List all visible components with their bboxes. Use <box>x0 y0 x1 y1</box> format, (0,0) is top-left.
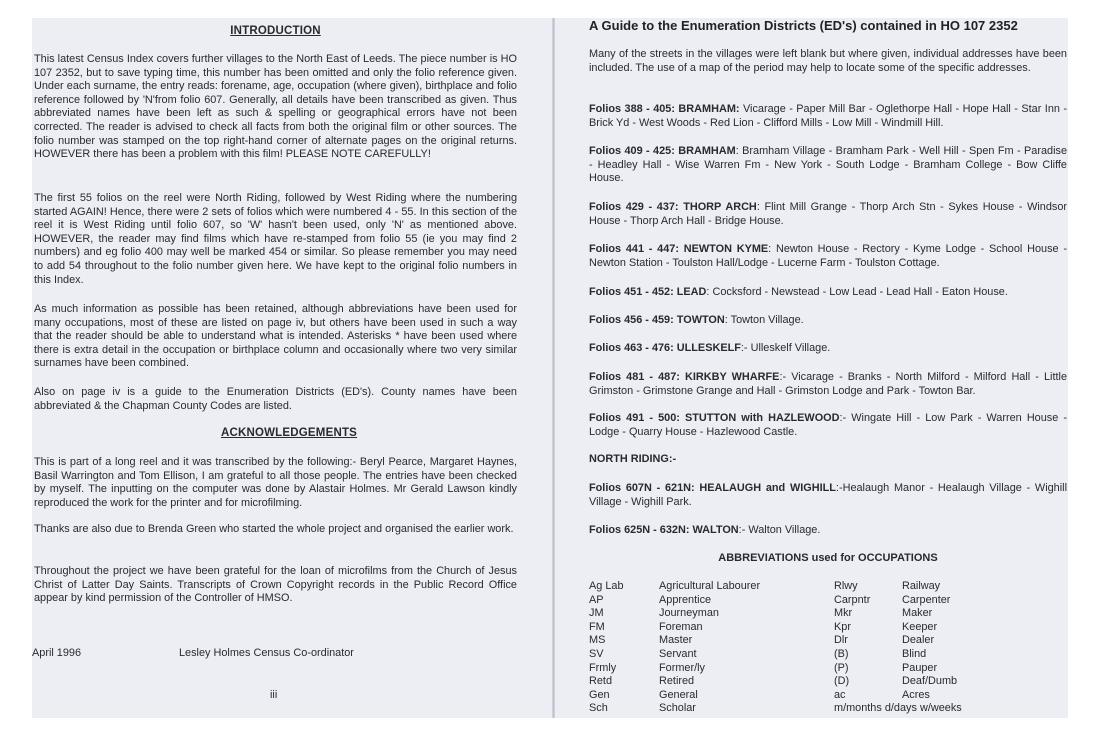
signature: Lesley Holmes Census Co-ordinator <box>179 647 354 659</box>
district-label: Folios 388 - 405: BRAMHAM: <box>589 103 740 115</box>
abbreviation-row <box>834 648 962 662</box>
abbreviation-row <box>589 675 760 689</box>
abbreviations-list-right <box>834 580 962 716</box>
abbreviation-code: Carpntr <box>834 593 871 606</box>
abbreviation-code: ac <box>834 688 846 701</box>
district-entry <box>589 314 1067 328</box>
book-spine-fold <box>552 18 555 718</box>
abbreviation-code: Frmly <box>589 661 617 674</box>
district-label: Folios 451 - 452: LEAD <box>589 286 707 298</box>
abbreviation-code: Retd <box>589 675 613 688</box>
district-places: : Towton Village. <box>724 314 804 326</box>
abbreviation-code: Dlr <box>834 634 848 647</box>
ack-paragraph: Throughout the project we have been grateful for the loan of microfilms from the Church of Jesus Christ of Latter Day Saints. Transcripts of Crown Copyright records in the Public Record Office appear by kind permission of the Controller of HMSO. <box>34 565 517 605</box>
district-places: : Cocksford - Newstead - Low Lead - Lead Hall - Eaton House. <box>706 286 1008 298</box>
acknowledgements-heading: ACKNOWLEDGEMENTS <box>220 427 358 439</box>
abbreviation-row <box>834 662 962 676</box>
district-places: : Flint Mill Grange - Thorp Arch Stn - Sykes House - Windsor House - Thorp Arch Hall - Bridge House. <box>589 201 1068 227</box>
abbreviation-meaning: General <box>659 688 698 701</box>
district-places: :-Healaugh Manor - Healaugh Village - Wighill Village - Wighill Park. <box>589 482 1067 508</box>
abbreviation-row <box>834 580 962 594</box>
district-entry <box>589 524 1067 538</box>
district-entry <box>589 103 1067 130</box>
date: April 1996 <box>32 647 82 659</box>
north-riding-heading: NORTH RIDING:- <box>589 453 677 465</box>
abbreviation-meaning: Agricultural Labourer <box>659 580 761 592</box>
district-label: Folios 491 - 500: STUTTON with HAZLEWOOD <box>589 412 840 424</box>
district-places: Vicarage - Paper Mill Bar - Oglethorpe Hall - Hope Hall - Star Inn - Brick Yd - West Woods - Red Lion - Clifford Mills - Low Mill - Windmill Hill. <box>589 103 1067 129</box>
time-units-note: m/months d/days w/weeks <box>834 702 962 715</box>
abbreviation-code: AP <box>589 593 604 606</box>
abbreviation-code: Sch <box>589 702 608 715</box>
abbreviation-code: (P) <box>834 661 849 674</box>
abbreviation-code: (B) <box>834 647 849 660</box>
intro-paragraph: This latest Census Index covers further villages to the North East of Leeds. The piece number is HO 107 2352, but to save typing time, this number has been omitted and only the folio reference given. Under each surname, the entry reads: forename, age, occupation (where given), birthplace and folio reference followed by 'N'from folio 607. Generally, all details have been transcribed as given. Thus abbreviated names have been left as such & spelling or geographical errors have not been corrected. The reader is advised to check all facts from both the original film or other sources. The folio number was stamped on the top right-hand corner of alternate pages on the original returns. HOWEVER there has been a problem with this film! PLEASE NOTE CAREFULLY! <box>34 53 517 161</box>
abbreviation-meaning: Blind <box>902 647 927 660</box>
district-label: Folios 409 - 425: BRAMHAM <box>589 145 736 157</box>
district-label: Folios 607N - 621N: HEALAUGH and WIGHILL <box>589 482 836 494</box>
abbreviation-row <box>834 594 962 608</box>
abbreviations-heading: ABBREVIATIONS used for OCCUPATIONS <box>718 552 938 564</box>
abbreviations-list-left <box>589 580 760 716</box>
district-label: Folios 456 - 459: TOWTON <box>589 314 725 326</box>
intro-paragraph: As much information as possible has been retained, although abbreviations have been used for many occupations, most of these are listed on page iv, but others have been used in such a way that the reader should be able to understand what is intended. Asterisks * have been used where there is extra detail in the occupation or birthplace column and occasionally where two very similar surnames have been combined. <box>34 303 517 370</box>
district-label: Folios 463 - 476: ULLESKELF <box>589 342 741 354</box>
page-number: iii <box>270 689 278 701</box>
district-places: :- Wingate Hill - Low Park - Warren House - Lodge - Quarry House - Hazlewood Castle. <box>589 412 1067 438</box>
district-places: :- Walton Village. <box>738 524 821 536</box>
abbreviation-code: Mkr <box>834 607 853 620</box>
intro-paragraph: Also on page iv is a guide to the Enumeration Districts (ED's). County names have been abbreviated & the Chapman County Codes are listed. <box>34 386 517 412</box>
abbreviation-meaning: Journeyman <box>659 607 719 620</box>
abbreviation-meaning: Acres <box>902 688 930 701</box>
abbreviation-row <box>834 607 962 621</box>
abbreviation-row <box>589 607 760 621</box>
abbreviation-meaning: Scholar <box>659 702 696 715</box>
abbreviation-meaning: Former/ly <box>659 661 705 674</box>
district-places: : Bramham Village - Bramham Park - Well Hill - Spen Fm - Paradise - Headley Hall - Wise Warren Fm - New York - South Lodge - Bramham College - Bow Cliffe House. <box>589 145 1067 185</box>
abbreviation-row <box>834 689 962 703</box>
district-label: Folios 429 - 437: THORP ARCH <box>589 201 757 213</box>
district-entry <box>589 145 1067 186</box>
ack-paragraph: This is part of a long reel and it was transcribed by the following:- Beryl Pearce, Margaret Haynes, Basil Warrington and Tom Ellison, I am grateful to all those people. The entries have been checked by myself. The inputting on the computer was done by Alastair Holmes. Mr Gerald Lawson kindly reproduced the work for the printer and for microfilming. <box>34 456 517 509</box>
district-label: Folios 625N - 632N: WALTON <box>589 524 739 536</box>
abbreviation-meaning: Master <box>659 634 693 647</box>
abbreviation-row <box>589 580 760 594</box>
abbreviation-code: SV <box>589 647 604 660</box>
abbreviation-meaning: Apprentice <box>659 593 712 606</box>
abbreviation-row <box>589 648 760 662</box>
abbreviation-row <box>589 634 760 648</box>
district-entry <box>589 342 1067 356</box>
abbreviation-row <box>589 662 760 676</box>
district-places: :- Ulleskelf Village. <box>740 342 831 354</box>
guide-title: A Guide to the Enumeration Districts (ED's) contained in HO 107 2352 <box>589 18 1018 33</box>
abbreviation-row <box>834 675 962 689</box>
guide-intro: Many of the streets in the villages were left blank but where given, individual addresses have been included. The use of a map of the period may help to locate some of the specific addresses. <box>589 48 1067 74</box>
abbreviation-meaning: Dealer <box>902 634 935 647</box>
abbreviation-code: Kpr <box>834 620 851 633</box>
abbreviation-meaning: Deaf/Dumb <box>902 675 958 688</box>
district-places: : Newton House - Rectory - Kyme Lodge - School House - Newton Station - Toulston Hall/Lodge - Lucerne Farm - Toulston Cottage. <box>589 243 1067 269</box>
abbreviation-meaning: Carpenter <box>902 593 951 606</box>
introduction-heading: INTRODUCTION <box>230 25 321 37</box>
abbreviation-code: JM <box>589 607 604 620</box>
district-label: Folios 441 - 447: NEWTON KYME <box>589 243 769 255</box>
intro-paragraph: The first 55 folios on the reel were North Riding, followed by West Riding where the numbering started AGAIN! Hence, there were 2 sets of folios which were numbered 4 - 55. In this section of the reel it is West Riding until folio 607, so 'W' hasn't been used, only 'N' as mentioned above. HOWEVER, the reader may find films which have re-stamped from folio 55 (ie you may find 2 numbers) and eg folio 400 may well be marked 454 or similar. So please remember you may need to add 54 throughout to the folio number given here. We have kept to the original folio numbers in this Index. <box>34 192 517 286</box>
abbreviation-row <box>589 594 760 608</box>
abbreviation-row <box>834 634 962 648</box>
abbreviation-meaning: Pauper <box>902 661 938 674</box>
abbreviation-code: Rlwy <box>834 580 858 592</box>
abbreviation-code: (D) <box>834 675 850 688</box>
district-places: :- Vicarage - Branks - North Milford - Milford Hall - Little Grimston - Grimstone Grange and Hall - Grimston Lodge and Park - Towton Bar. <box>589 371 1068 397</box>
abbreviation-meaning: Maker <box>902 607 933 620</box>
abbreviation-code: Gen <box>589 688 610 701</box>
district-entry <box>589 482 1067 509</box>
abbreviation-row <box>589 702 760 716</box>
abbreviation-row <box>589 689 760 703</box>
ack-paragraph: Thanks are also due to Brenda Green who started the whole project and organised the earlier work. <box>34 523 514 535</box>
abbreviation-code: Ag Lab <box>589 580 624 592</box>
abbreviation-code: MS <box>589 634 606 647</box>
district-entry <box>589 201 1067 228</box>
district-entry <box>589 286 1067 300</box>
abbreviation-meaning: Foreman <box>659 620 703 633</box>
district-entry <box>589 243 1067 270</box>
abbreviation-row <box>589 621 760 635</box>
district-entry <box>589 412 1067 439</box>
district-label: Folios 481 - 487: KIRKBY WHARFE <box>589 371 780 383</box>
abbreviation-row <box>834 621 962 635</box>
abbreviation-code: FM <box>589 620 605 633</box>
abbreviation-meaning: Servant <box>659 647 697 660</box>
district-entry <box>589 371 1067 398</box>
abbreviation-meaning: Keeper <box>902 620 938 633</box>
abbreviation-meaning: Railway <box>902 580 941 592</box>
abbreviation-meaning: Retired <box>659 675 695 688</box>
